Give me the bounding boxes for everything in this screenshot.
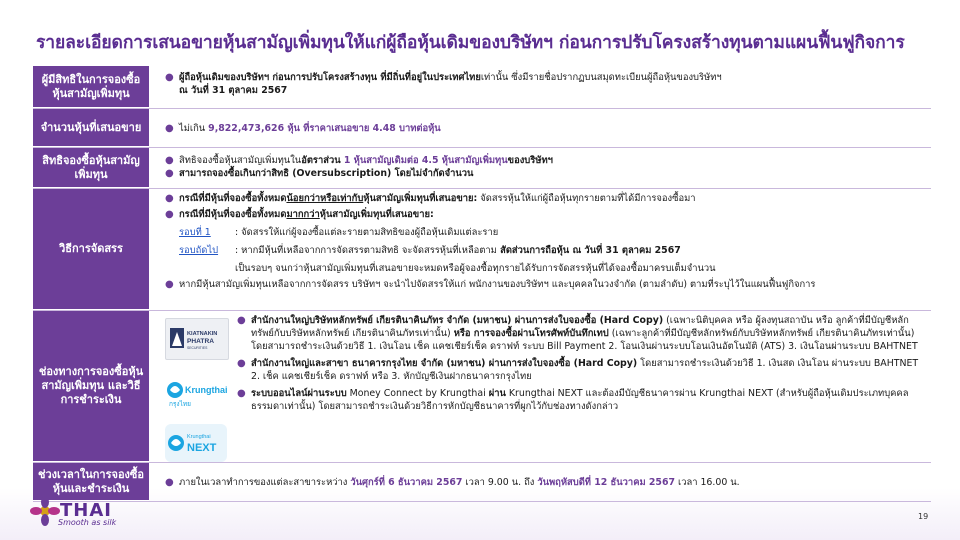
bullet-icon: ● [237,388,246,399]
orchid-icon [30,496,60,526]
bullet-icon: ● [165,476,174,488]
period-start-date: วันศุกร์ที่ 6 ธันวาคม 2567 [350,476,463,488]
eligibility-bullet [163,71,925,97]
ch3-text: Money Connect by Krungthai [346,388,489,399]
krungthai-next-logo [165,424,227,462]
label-rights: สิทธิจองซื้อหุ้นสามัญเพิ่มทุน [33,148,149,188]
kp-line2: PHATRA [187,338,214,345]
offer-details-table [33,66,931,502]
ch3-text2: Krungthai NEXT และต้องมีบัญชีธนาคารผ่าน Krungthai NEXT (สำหรับผู้ถือหุ้นเดิมประเภทบุคคลธรรมดาเท่านั้น) โดยสามารถชำระเงินด้วยวิธีการหักบัญชีธนาคารที่ผูกไว้กับช่องทางดังกล่าว [251,388,909,412]
brand-name: THAI [60,500,112,521]
row-period [33,463,931,502]
round2-continued: เป็นรอบๆ จนกว่าหุ้นสามัญเพิ่มทุนที่เสนอขายจะหมดหรือผู้จองซื้อทุกรายได้รับการจัดสรรหุ้นที่ได้จองซื้อมาครบเต็มจำนวน [235,263,716,274]
channel-logos [155,314,235,459]
page-title: รายละเอียดการเสนอขายหุ้นสามัญเพิ่มทุนให้แก่ผู้ถือหุ้นเดิมของบริษัทฯ ก่อนการปรับโครงสร้างทุนตามแผนฟื้นฟูกิจการ [36,33,905,53]
ch1-text: (เฉพาะนิติบุคคล หรือ ผู้ลงทุนสถาบัน หรือ ลูกค้าที่มีบัญชีหลักทรัพย์กับบริษัทหลักทรัพย์ เกียรตินาคินภัทรเท่านั้น) [251,315,909,339]
remainder-text: หากมีหุ้นสามัญเพิ่มทุนเหลือจากการจัดสรร บริษัทฯ จะนำไปจัดสรรให้แก่ พนักงานของบริษัทฯ และบุคคลในวงจำกัด (ตามลำดับ) ตามที่ระบุไว้ในแผนฟื้นฟูกิจการ [179,279,816,290]
ch1-bold: สำนักงานใหญ่บริษัทหลักทรัพย์ เกียรตินาคินภัทร จำกัด (มหาชน) ผ่านการส่งใบจองซื้อ (Hard Copy) [251,315,664,326]
round2-text: : หากมีหุ้นที่เหลือจากการจัดสรรตามสิทธิ จะจัดสรรหุ้นที่เหลือตาม [235,245,497,256]
krungthai-logo [165,376,227,410]
round1-key: รอบที่ 1 [179,227,211,238]
row-shares [33,109,931,148]
bullet-icon: ● [165,209,174,220]
period-text-e: เวลา 16.00 น. [675,476,740,488]
rights-bullet-2 [163,167,925,180]
case1-a: กรณีที่มีหุ้นที่จองซื้อทั้งหมด [179,193,287,204]
rights-oversubscription: สามารถจองซื้อเกินกว่าสิทธิ (Oversubscription) โดยไม่จำกัดจำนวน [179,168,474,179]
shares-bullet [163,122,441,135]
allocation-remainder [163,278,925,291]
allocation-case1 [163,192,925,205]
label-channels: ช่องทางการจองซื้อหุ้นสามัญเพิ่มทุน และวิธีการชำระเงิน [33,311,149,462]
channel-2 [235,357,925,383]
kp-line1: KIATNAKIN [187,331,218,337]
bullet-icon: ● [237,358,246,369]
rights-bullet-1 [163,154,925,167]
channel-texts [235,314,925,459]
ch3-bold: ระบบออนไลน์ผ่านระบบ [251,388,347,399]
content-rights [149,148,931,188]
bullet-icon: ● [165,279,174,290]
allocation-case2 [163,208,925,221]
eligibility-normal: เท่านั้น ซึ่งมีรายชื่อปรากฏบนสมุดทะเบียนผู้ถือหุ้นของบริษัทฯ [480,72,722,83]
ktn-next: NEXT [187,442,217,454]
row-rights [33,148,931,189]
bullet-icon: ● [165,72,174,83]
rights-text-d: ของบริษัทฯ [507,155,553,166]
content-allocation [149,189,931,310]
brand-tagline: Smooth as silk [58,518,117,527]
round1-text: : จัดสรรให้แก่ผู้จองซื้อแต่ละรายตามสิทธิของผู้ถือหุ้นเดิมแต่ละราย [235,227,499,238]
ch2-bold: สำนักงานใหญ่และสาขา ธนาคารกรุงไทย จำกัด (มหาชน) ผ่านการส่งใบจองซื้อ (Hard Copy) [251,358,638,369]
kiatnakin-phatra-logo [165,318,229,360]
channel-3 [235,387,925,413]
content-shares [149,109,931,147]
content-channels [149,311,931,462]
period-bullet [163,476,740,489]
eligibility-date: ณ วันที่ 31 ตุลาคม 2567 [179,85,288,96]
row-allocation [33,189,931,311]
bullet-icon: ● [237,315,246,326]
round2-key: รอบถัดไป [179,245,219,256]
round1 [163,226,925,239]
bullet-icon: ● [165,168,174,179]
case1-d: จัดสรรหุ้นให้แก่ผู้ถือหุ้นทุกรายตามที่ได้มีการจองซื้อมา [477,193,696,204]
case1-c: หุ้นสามัญเพิ่มทุนที่เสนอขาย: [363,193,478,204]
ch1-bold2: หรือ การจองซื้อผ่านโทรศัพท์บันทึกเทป [453,328,609,339]
shares-highlight: 9,822,473,626 หุ้น ที่ราคาเสนอขาย 4.48 บาทต่อหุ้น [208,122,441,134]
ch3-bold2: ผ่าน [488,388,506,399]
label-shares: จำนวนหุ้นที่เสนอขาย [33,109,149,147]
label-eligibility: ผู้มีสิทธิในการจองซื้อหุ้นสามัญเพิ่มทุน [33,66,149,108]
period-end-date: วันพฤหัสบดีที่ 12 ธันวาคม 2567 [537,476,676,488]
row-channels [33,311,931,463]
bullet-icon: ● [165,155,174,166]
page-number: 19 [918,512,929,521]
rights-text-b: อัตราส่วน [301,155,344,166]
ch2-text: โดยสามารถชำระเงินด้วยวิธี 1. เงินสด เงินโอน ผ่านระบบ BAHTNET 2. เช็ค แคชเชียร์เช็ค ดราฟท์ หรือ 3. หักบัญชีเงินฝากธนาคารกรุงไทย [251,358,919,382]
bullet-icon: ● [165,193,174,204]
eligibility-bold: ผู้ถือหุ้นเดิมของบริษัทฯ ก่อนการปรับโครงสร้างทุน ที่มีถิ่นที่อยู่ในประเทศไทย [179,72,481,83]
ktn-name: Krungthai [187,434,211,440]
rights-ratio: 1 หุ้นสามัญเดิมต่อ 4.5 หุ้นสามัญเพิ่มทุน [343,155,508,166]
kt-name: Krungthai [185,385,227,395]
content-eligibility [149,66,931,108]
kt-thai: กรุงไทย [169,400,191,408]
period-text-a: ภายในเวลาทำการของแต่ละสาขาระหว่าง [179,476,351,488]
case2-b: มากกว่า [286,209,320,220]
case2-a: กรณีที่มีหุ้นที่จองซื้อทั้งหมด [179,209,287,220]
period-text-c: เวลา 9.00 น. ถึง [462,476,538,488]
channel-1 [235,314,925,353]
case2-c: หุ้นสามัญเพิ่มทุนที่เสนอขาย: [319,209,434,220]
content-period [149,463,931,501]
label-allocation: วิธีการจัดสรร [33,189,149,310]
row-eligibility [33,66,931,109]
label-period: ช่วงเวลาในการจองซื้อหุ้นและชำระเงิน [33,463,149,501]
round2-bold: สัดส่วนการถือหุ้น ณ วันที่ 31 ตุลาคม 2567 [496,245,681,256]
rights-text-a: สิทธิจองซื้อหุ้นสามัญเพิ่มทุนใน [179,155,302,166]
bullet-icon: ● [165,122,174,134]
round2 [163,244,925,257]
ch1-text2: (เฉพาะลูกค้าที่มีบัญชีหลักทรัพย์กับบริษัทหลักทรัพย์ เกียรตินาคินภัทรเท่านั้น) โดยสามารถชำระเงินด้วยวิธี 1. เงินโอน เช็ค แคชเชียร์เช็ค ดราฟท์ ระบบ Bill Payment 2. โอนเงินผ่านระบบโอนเงินอัตโนมัติ (ATS) 3. เงินโอนผ่านระบบ BAHTNET [251,328,918,352]
case1-b: น้อยกว่าหรือเท่ากับ [286,193,364,204]
shares-prefix: ไม่เกิน [179,122,206,134]
kp-line3: SECURITIES [187,346,208,350]
